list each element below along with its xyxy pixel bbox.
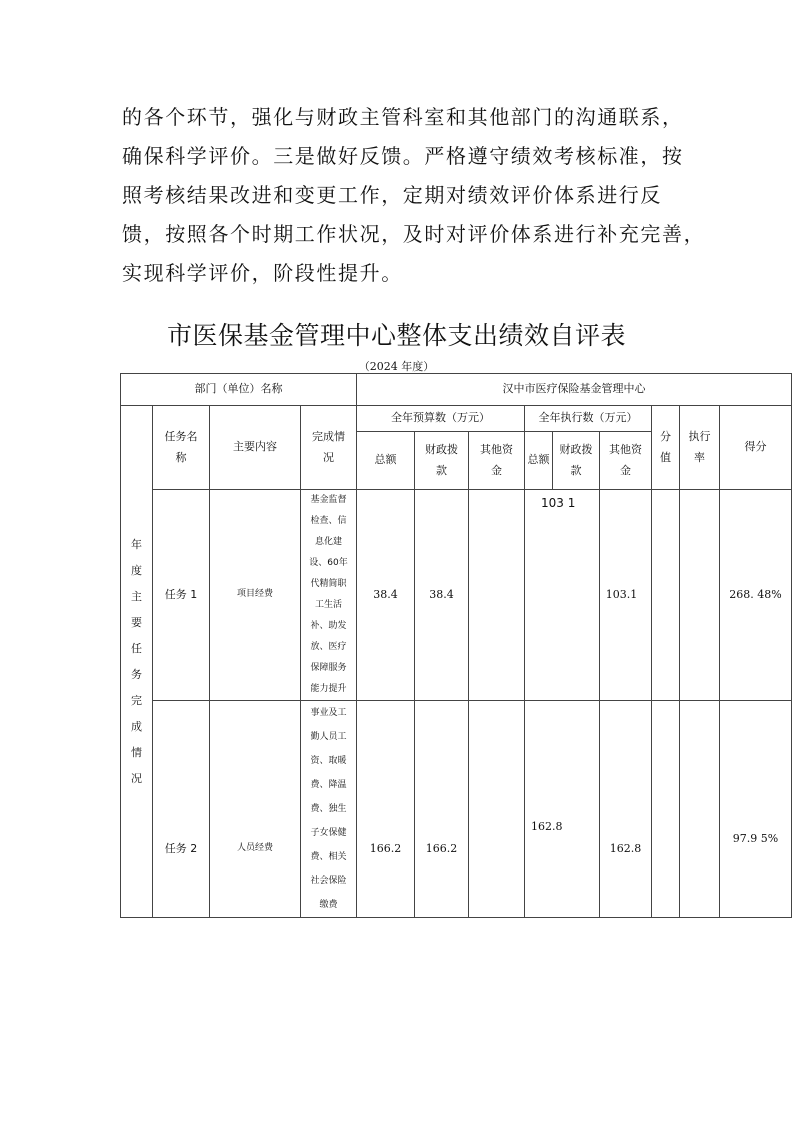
task-name-header: 任务名称	[153, 406, 210, 490]
budget-group-header: 全年预算数（万元）	[357, 406, 525, 432]
budget-other	[469, 490, 525, 701]
task-completion: 事业及工勤人员工资、取暖费、降温费、独生子女保健费、相关社会保险缴费	[301, 701, 357, 918]
exec-total-header: 总额	[525, 432, 553, 490]
exec-rate: 97.9 5%	[720, 701, 792, 918]
header-row-1	[121, 406, 792, 432]
score-header: 得分	[720, 406, 792, 490]
task-name: 任务 2	[153, 701, 210, 918]
intro-paragraph	[122, 98, 706, 293]
exec-other	[652, 701, 680, 918]
exec-other	[652, 490, 680, 701]
dept-row	[121, 374, 792, 406]
completion-header: 完成情况	[301, 406, 357, 490]
exec-fiscal: 162.8	[600, 701, 652, 918]
budget-fiscal: 166.2	[415, 701, 469, 918]
task-name: 任务 1	[153, 490, 210, 701]
section-label: 年 度 主 要 任 务 完 成 情 况	[121, 406, 153, 918]
exec-fiscal: 103.1	[600, 490, 652, 701]
exec-total: 162.8	[525, 701, 600, 918]
budget-total-header: 总额	[357, 432, 415, 490]
exec-rate-header: 执行率	[680, 406, 720, 490]
intro-line: 馈，按照各个时期工作状况，及时对评价体系进行补充完善，	[122, 222, 706, 246]
task-content: 项目经费	[210, 490, 301, 701]
exec-total: 103 1	[525, 490, 600, 701]
budget-total: 38.4	[357, 490, 415, 701]
score-value-header: 分值	[652, 406, 680, 490]
content-header: 主要内容	[210, 406, 301, 490]
task-content: 人员经费	[210, 701, 301, 918]
score-value	[680, 490, 720, 701]
table-row	[121, 490, 792, 701]
budget-fiscal: 38.4	[415, 490, 469, 701]
exec-group-header: 全年执行数（万元）	[525, 406, 652, 432]
score-value	[680, 701, 720, 918]
table-title: 市医保基金管理中心整体支出绩效自评表	[166, 321, 626, 350]
budget-other	[469, 701, 525, 918]
dept-label: 部门（单位）名称	[121, 374, 357, 406]
table-row	[121, 701, 792, 918]
exec-fiscal-header: 财政拨款	[553, 432, 600, 490]
task-completion: 基金监督检查、信息化建设、60年代精简职工生活补、助发放、医疗保障服务能力提升	[301, 490, 357, 701]
table-year: （2024 年度）	[358, 360, 435, 373]
budget-fiscal-header: 财政拨款	[415, 432, 469, 490]
intro-line: 照考核结果改进和变更工作，定期对绩效评价体系进行反	[122, 183, 662, 207]
budget-other-header: 其他资金	[469, 432, 525, 490]
performance-table	[120, 373, 792, 918]
budget-total: 166.2	[357, 701, 415, 918]
dept-name: 汉中市医疗保险基金管理中心	[357, 374, 792, 406]
exec-rate: 268. 48%	[720, 490, 792, 701]
intro-line: 确保科学评价。三是做好反馈。严格遵守绩效考核标准，按	[122, 144, 684, 168]
exec-other-header: 其他资金	[600, 432, 652, 490]
intro-line: 的各个环节，强化与财政主管科室和其他部门的沟通联系，	[122, 105, 684, 129]
intro-line: 实现科学评价，阶段性提升。	[122, 261, 403, 285]
